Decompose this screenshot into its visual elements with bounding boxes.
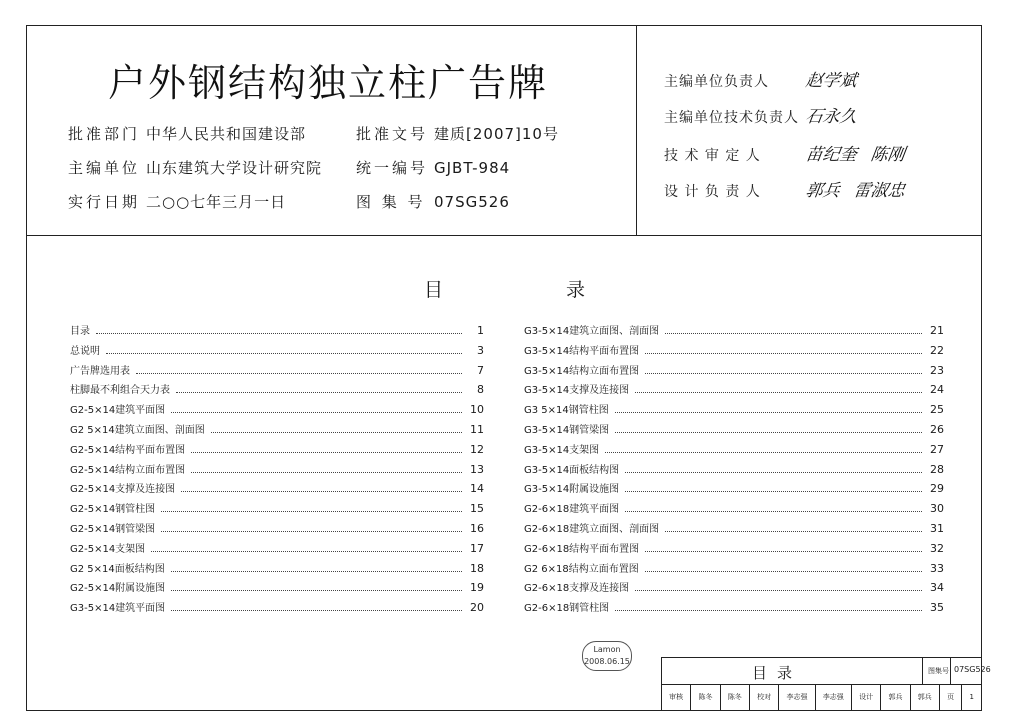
- toc-entry-label: G3-5×14支架图: [524, 444, 600, 456]
- toc-title-right: 录: [566, 279, 586, 301]
- toc-entry-page: 23: [930, 363, 944, 377]
- toc-entry-page: 21: [930, 324, 944, 337]
- info-row: [68, 157, 322, 178]
- signature: 郭兵: [804, 181, 842, 201]
- toc-entry-label: G2-5×14附属设施图: [70, 583, 166, 595]
- toc-entry-page: 17: [470, 541, 484, 555]
- title-block-code-label: 图集号: [928, 667, 949, 675]
- toc-entry-page: 24: [930, 383, 944, 397]
- toc-entry-page: 22: [930, 343, 944, 357]
- toc-leader: [106, 353, 462, 354]
- toc-entry: [70, 560, 484, 580]
- toc-leader: [625, 472, 922, 473]
- toc-entry-label: 广告牌选用表: [70, 365, 130, 377]
- toc-entry-page: 27: [930, 442, 944, 456]
- toc-entry-label: G2-6×18结构平面布置图: [524, 543, 640, 555]
- toc-entry: [524, 579, 944, 599]
- info-label: 主编单位: [68, 159, 141, 177]
- title-block-cell: 李志强: [816, 685, 852, 710]
- toc-leader: [625, 491, 922, 492]
- toc-entry-page: 16: [470, 521, 484, 535]
- toc-entry: [524, 342, 944, 362]
- info-label: 批准部门: [68, 125, 141, 143]
- responsibility-row: [664, 102, 871, 127]
- info-row: [68, 123, 306, 144]
- toc-entry-page: 30: [930, 502, 944, 516]
- title-block-cell: 郭兵: [881, 685, 910, 710]
- toc-leader: [181, 491, 462, 492]
- toc-leader: [645, 551, 922, 552]
- toc-leader: [171, 590, 462, 591]
- toc-entry-page: 10: [470, 403, 484, 417]
- toc-entry-label: G2-5×14钢管柱图: [70, 504, 156, 516]
- toc-entry-label: G2-5×14钢管梁图: [70, 523, 156, 535]
- responsibility-label: 主编单位负责人: [664, 74, 769, 90]
- toc-entry-page: 29: [930, 482, 944, 496]
- toc-entry: [70, 579, 484, 599]
- toc-entry: [70, 381, 484, 401]
- info-label: 统一编号: [356, 159, 429, 177]
- toc-leader: [191, 472, 462, 473]
- toc-entry-label: G2 5×14面板结构图: [70, 563, 165, 575]
- toc-entry-page: 7: [477, 363, 484, 377]
- info-row: [68, 191, 286, 212]
- toc-entry-label: G2-5×14支撑及连接图: [70, 484, 176, 496]
- toc-leader: [635, 392, 922, 393]
- toc-leader: [635, 590, 922, 591]
- toc-entry: [70, 520, 484, 540]
- info-value: GJBT-984: [434, 159, 511, 177]
- toc-entry: [70, 599, 484, 619]
- toc-entry-page: 3: [477, 343, 484, 357]
- header-divider: [636, 25, 637, 236]
- title-block-cell: 页: [940, 685, 962, 710]
- toc-entry: [524, 480, 944, 500]
- toc-entry-label: 目录: [70, 326, 90, 337]
- toc-entry-label: G2-5×14结构平面布置图: [70, 444, 186, 456]
- signature: 苗纪奎: [804, 145, 859, 165]
- toc-entry: [70, 401, 484, 421]
- info-label: 批准文号: [356, 125, 429, 143]
- toc-entry-page: 14: [470, 482, 484, 496]
- info-row: [356, 123, 559, 144]
- responsibility-row: [664, 140, 919, 165]
- toc-leader: [171, 412, 462, 413]
- stamp-line2: 2008.06.15: [584, 657, 630, 666]
- toc-entry-label: G2-5×14建筑平面图: [70, 405, 166, 417]
- signature: 石永久: [804, 107, 859, 127]
- title-block-header: [662, 658, 991, 685]
- toc-leader: [151, 551, 462, 552]
- toc-leader: [161, 531, 462, 532]
- toc-entry-page: 20: [470, 601, 484, 615]
- info-value: 建质[2007]10号: [434, 125, 559, 143]
- toc-entry-page: 12: [470, 442, 484, 456]
- toc-entry-page: 33: [930, 561, 944, 575]
- toc-entry-label: G3-5×14钢管梁图: [524, 424, 610, 436]
- toc-entry-page: 34: [930, 581, 944, 595]
- toc-leader: [665, 333, 922, 334]
- toc-leader: [171, 610, 462, 611]
- toc-entry-label: G3-5×14支撑及连接图: [524, 385, 630, 397]
- toc-entry-page: 13: [470, 462, 484, 476]
- toc-entry: [70, 441, 484, 461]
- toc-entry: [524, 441, 944, 461]
- toc-entry: [524, 401, 944, 421]
- responsibility-row: [664, 66, 871, 91]
- toc-leader: [615, 610, 922, 611]
- toc-entry-label: 柱脚最不利组合天力表: [70, 385, 170, 397]
- toc-entry: [70, 461, 484, 481]
- toc-entry-label: G2-6×18建筑平面图: [524, 504, 620, 516]
- toc-entry-page: 35: [930, 601, 944, 615]
- toc-entry: [524, 421, 944, 441]
- toc-entry-page: 18: [470, 561, 484, 575]
- title-block: [661, 657, 991, 711]
- toc-entry-page: 28: [930, 462, 944, 476]
- info-label: 实行日期: [68, 193, 141, 211]
- toc-entry: [524, 560, 944, 580]
- toc-entry: [524, 540, 944, 560]
- toc-leader: [136, 373, 462, 374]
- title-block-signatures: [662, 685, 981, 710]
- title-block-cell: 设计: [852, 685, 881, 710]
- toc-entry-page: 25: [930, 403, 944, 417]
- toc-leader: [161, 511, 462, 512]
- toc-entry: [70, 421, 484, 441]
- toc-leader: [625, 511, 922, 512]
- title-block-cell: 审核: [662, 685, 691, 710]
- toc-entry: [524, 520, 944, 540]
- toc-entry-label: 总说明: [70, 345, 100, 357]
- toc-entry-label: G2 6×18结构立面布置图: [524, 563, 639, 575]
- title-block-cell: 陈冬: [721, 685, 750, 710]
- toc-entry-label: G2-6×18支撑及连接图: [524, 583, 630, 595]
- toc-entry: [524, 599, 944, 619]
- toc-entry-label: G2-5×14结构立面布置图: [70, 464, 186, 476]
- toc-entry-page: 8: [477, 383, 484, 397]
- info-value: 二○○七年三月一日: [146, 193, 287, 211]
- signature: 雷淑忠: [852, 181, 907, 201]
- title-block-divider: [950, 658, 951, 685]
- info-value: 中华人民共和国建设部: [146, 125, 307, 143]
- toc-entry-label: G2 5×14建筑立面图、剖面图: [70, 424, 205, 436]
- toc-entry: [70, 540, 484, 560]
- toc-entry-label: G2-5×14支架图: [70, 543, 146, 555]
- toc-leader: [191, 452, 462, 453]
- title-block-title: 目录: [752, 664, 803, 682]
- toc-entry-page: 11: [470, 422, 484, 436]
- date-stamp: [582, 641, 632, 671]
- toc-entry-page: 15: [470, 502, 484, 516]
- responsibility-label: 主编单位技术负责人: [664, 110, 799, 126]
- toc-entry: [70, 342, 484, 362]
- toc-entry-page: 19: [470, 581, 484, 595]
- toc-leader: [665, 531, 922, 532]
- toc-entry: [70, 322, 484, 342]
- info-label: 图 集 号: [356, 193, 426, 211]
- title-block-cell: 郭兵: [911, 685, 940, 710]
- toc-entry-label: G2-6×18钢管柱图: [524, 603, 610, 615]
- toc-right-column: [524, 322, 944, 619]
- toc-leader: [171, 571, 462, 572]
- page-title: 户外钢结构独立柱广告牌: [108, 61, 549, 105]
- toc-entry-label: G2-6×18建筑立面图、剖面图: [524, 523, 660, 535]
- responsibility-label: 技 术 审 定 人: [664, 148, 761, 164]
- signature: 陈刚: [869, 145, 907, 165]
- toc-leader: [645, 571, 922, 572]
- toc-entry-label: G3-5×14建筑平面图: [70, 603, 166, 615]
- toc-leader: [211, 432, 462, 433]
- toc-entry: [524, 381, 944, 401]
- toc-leader: [615, 412, 922, 413]
- info-row: [356, 191, 510, 212]
- title-block-divider: [922, 658, 923, 685]
- toc-entry: [524, 322, 944, 342]
- responsibility-label: 设 计 负 责 人: [664, 184, 761, 200]
- title-block-cell: 校对: [750, 685, 779, 710]
- toc-entry-page: 26: [930, 422, 944, 436]
- title-block-cell: 李志强: [779, 685, 815, 710]
- toc-entry-label: G3-5×14建筑立面图、剖面图: [524, 326, 660, 337]
- toc-entry-label: G3-5×14结构平面布置图: [524, 345, 640, 357]
- toc-entry-label: G3-5×14结构立面布置图: [524, 365, 640, 377]
- toc-entry-label: G3-5×14附属设施图: [524, 484, 620, 496]
- toc-entry-page: 32: [930, 541, 944, 555]
- info-row: [356, 157, 510, 178]
- title-block-code: 07SG526: [954, 665, 991, 674]
- title-block-cell: 陈冬: [691, 685, 720, 710]
- toc-entry: [524, 362, 944, 382]
- toc-entry-label: G3-5×14面板结构图: [524, 464, 620, 476]
- signature: 赵学斌: [804, 71, 859, 91]
- toc-leader: [96, 333, 462, 334]
- toc-entry-page: 1: [477, 324, 484, 337]
- toc-entry-page: 31: [930, 521, 944, 535]
- toc-entry: [524, 500, 944, 520]
- toc-title-left: 目: [424, 279, 444, 301]
- title-block-cell: 1: [969, 693, 974, 701]
- info-value: 山东建筑大学设计研究院: [146, 159, 323, 177]
- toc-leader: [176, 392, 462, 393]
- toc-entry: [70, 362, 484, 382]
- info-value: 07SG526: [434, 193, 510, 211]
- toc-leader: [645, 353, 922, 354]
- toc-leader: [605, 452, 922, 453]
- toc-entry-label: G3 5×14钢管柱图: [524, 405, 609, 417]
- toc-entry: [524, 461, 944, 481]
- toc-leader: [615, 432, 922, 433]
- toc-left-column: [70, 322, 484, 619]
- toc-entry: [70, 480, 484, 500]
- stamp-line1: Lamon: [593, 645, 621, 654]
- toc-leader: [645, 373, 922, 374]
- responsibility-row: [664, 176, 919, 201]
- toc-entry: [70, 500, 484, 520]
